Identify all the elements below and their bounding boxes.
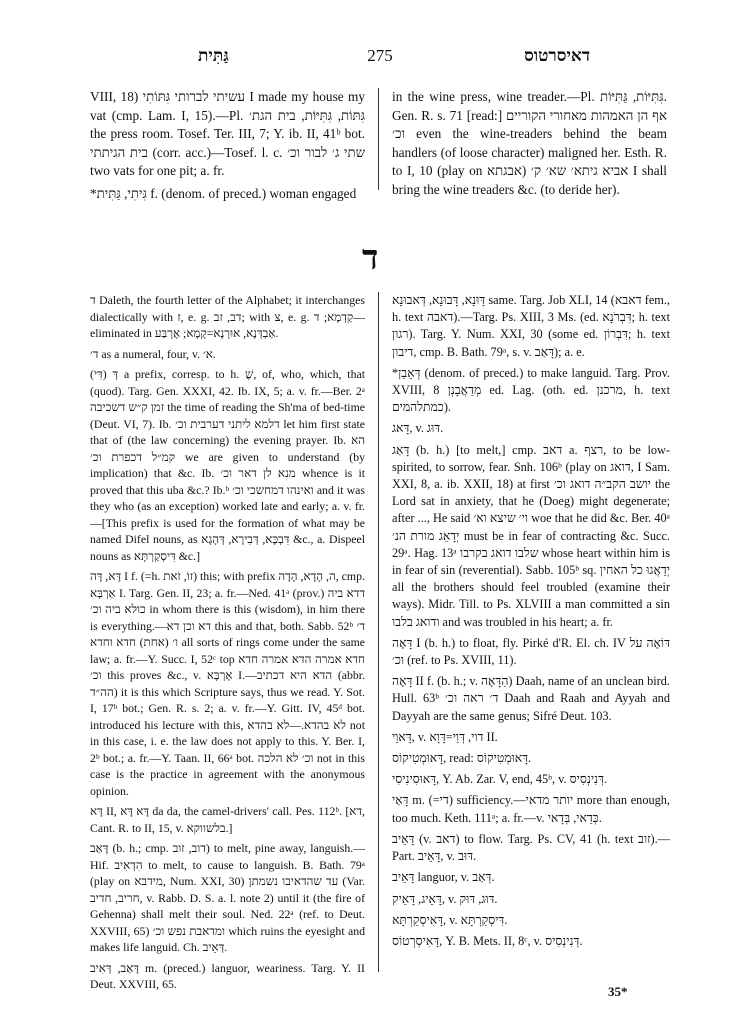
column-divider-top — [378, 88, 379, 190]
entry: דָּאֵיג, דָּאֵיק, v. דּוּג, דּוּק. — [392, 891, 498, 906]
entry: *דְּאֵבַן (denom. of preced.) to make languid. Targ. Prov. XVIII, 8 מְדַאֲבָנְן ed. Lag. (oth. ed. מרכנן, h. text כמתלהמים). — [392, 365, 671, 415]
entry: ד Daleth, the fourth letter of the Alphabet; it interchanges dialectically with ז, e. g. דב, זב; with צ, e. g. קַדְמָא; ד—eliminated in אַבְדְּנָא, אוּרְנָא=קָמָא; אֶרְבַּע. — [90, 293, 365, 340]
signature-mark: 35* — [608, 984, 628, 999]
page-number: 275 — [367, 46, 393, 65]
entry: דָּא II, דָּא דָּא da da, the camel-drivers' call. Pes. 112ᵇ. [דא, Cant. R. to II, 15, v. בלשווקא.] — [90, 804, 365, 835]
entry: (דִּי) דְּ a prefix, corresp. to h. שֶׁ, of, who, which, that (quod). Targ. Gen. XXXI, 42. Ib. IX, 5; a. v. fr.—Ber. 2ᵃ זמן ק״ש דשכיבה the time of reading the Sh'ma of bed-time (Deut. VI, 7). Ib. דלמא ליתני דערבית וכ׳ let him first state that of (the law concerning) the evening prayer. Ib. הא קמ״ל דכפרת וכ׳ we are given to understand (by implication) that &c. Ib. מנא לן דאר וכ׳ whence is it proved that this uba &c.? Ib.ᵇ ואינהו דמחשכי וכ׳ and it was they who (as an exception) worked late and early; a. v. fr.—[This prefix is used for the formation of what may be named Difel nouns, as דִּבְכָּא, דְּבִירָא, דְּהָגָא &c., a. Dispeel nouns as דִּיסְקַרְתָּא &c.] — [90, 367, 365, 563]
entry: דָּאג, v. דּוּג. — [392, 421, 444, 436]
header-left-word: גַּתִּית — [198, 46, 229, 65]
entry: דָּאַב, דְּאִיב m. (preced.) languor, weariness. Targ. Y. II Deut. XXVIII, 65. — [90, 960, 365, 991]
section-letter: ד — [362, 240, 379, 277]
entry: דָּאִיסְרְטוֹס, Y. B. Mets. II, 8ᶜ, v. דְּנִינְסִיס. — [392, 933, 583, 948]
entry: דָּאוֵי, v. דוי, דְּוֵי=דָּוָא II. — [392, 729, 498, 744]
paragraph: VIII, 18) עשיתי לברותי גִּתּוֹתִי I made my house my vat (cmp. Lam. I, 15).—Pl. גִּתּוֹת, גִּתִּיּוֹת, בית הגת׳ the press room. Tosef. Ter. III, 7; Y. ib. II, 41ᵇ bot. בית הגיתתי (corr. acc.)—Tosef. l. c. שתי ג׳ לבור וכ׳ two vats for one pit; a. fr. — [90, 89, 365, 179]
entry: דָּאַב (b. h.; cmp. דוב, זוב) to melt, pine away, languish.—Hif. הִדְאִיב to melt, to cause to languish. B. Bath. 79ᵃ (play on מידבא, Num. XXI, 30) עד שהדאיבו נשמתן (Var. חריב, חדיב, v. Rabb. D. S. a. l. note 2) until it (the fire of Gehenna) shall melt their soul. Ned. 22ᵃ (ref. to Deut. XXVIII, 65) ומדאבת נפש וכ׳ which ruins the eyesight and makes life languid. Ch. דְּאֵיב. — [90, 841, 366, 954]
top-left-column — [90, 88, 365, 208]
bottom-left-column — [90, 292, 365, 997]
entry: דָּוּנָא, דָּבוּנָא, דְּאבוּנָא same. Targ. Job XLI, 14 (דאבא fem., h. text דאבה).—Targ. Ps. XIII, 3 Ms. (ed. דִּבְרֹנָא; h. text רגון). Targ. Y. Num. XXI, 30 (some ed. דִּבְרוֹן; h. text דיבון, cmp. B. Bath. 79ᵃ, s. v. דָּאַב); a. e. — [392, 293, 670, 359]
header-right-word: דאיסרטוס — [524, 46, 590, 65]
entry: ד׳ as a numeral, four, v. א׳. — [90, 346, 216, 361]
entry: דָּאָה II f. (b. h.; v. הַדָּאָה) Daah, name of an unclean bird. Hull. 63ᵇ ד׳ ראה וכ׳ Daah and Raah and Ayyah and Dayyah are the same genus; Sifré Deut. 103. — [392, 674, 670, 723]
entry: דָּאַג (b. h.) [to melt,] cmp. דאב a. רצף, to be low-spirited, to sorrow, fear. Snh. 106ᵇ (play on דואג, I Sam. XXI, 8, a. ib. XXII, 18) at first יושב הקב״ה דואג וכ׳ the Lord sat in anxiety, that he (Doeg) might degenerate; after ..., He said וי׳ שיצא וא׳ woe that he did &c. Ber. 40ᵃ יְדָאֵג מורת הנ׳ must be in fear of contracting &c. Succ. 29ᵃ. Hag. 13ᵃ שלבו דואג בקרבו whose heart within him is in fear of sin (reverential). Sabb. 105ᵇ sq. יְדַאֲגוּ כל האחין all the brothers should feel troubled (examine their ways). Midr. Till. to Ps. XLVIII a man committed a sin ודואג בלבו and was troubled in his heart; a. fr. — [392, 442, 671, 629]
entry: דָּאוּמְטִיקוֹס, read: דָּאוּמְטִיקוֹס. — [392, 751, 532, 766]
column-divider-bottom — [378, 292, 379, 972]
bottom-right-column — [392, 292, 670, 954]
entry: דָּאוּסִינִיסִי, Y. Ab. Zar. V, end, 45ᵇ, v. דְּנִינְסִיס. — [392, 772, 608, 787]
entry: דָּא, דָּה I f. (=h. זוֹ, זֹאת) this; with prefix ה, הָדָא, הָדָה, cmp. אַרְבָּא I. Targ. Gen. II, 23; a. fr.—Ned. 41ᵃ (prov.) דדא ביה כולא ביה וכ׳ in whom there is this (wisdom), in him there is everything.—דא וכן דא this and that, both. Sabb. 52ᵇ ד׳ ו׳ (אחת) חדא וחדא all sorts of rings come under the same law; a. fr.—Y. Succ. I, 52ᶜ top חדא אמרה הדא אמרה חדא וכ׳ this proves &c., v. אָרְבָּא I.—הדא היא דכתיב (abbr. הה״ד) it is this which Scripture says, thus we read. Y. Sot. I, 17ᵇ bot.; Gen. R. s. 2; a. v. fr.—Y. Gitt. IV, 45ᵈ bot. introduced his lecture with this, לא בהדא.—לא בהדא not in this case, i. e. the law does not apply to this. Y. Ber. I, 2ᵇ bot.; a. fr.—Y. Taan. II, 66ᵃ bot. וכ׳ לא הלכה not in this case is the practice in agreement with the anonymous opinion. — [90, 569, 366, 798]
page-header — [60, 46, 700, 72]
paragraph: in the wine press, wine treader.—Pl. גִּתִּיּוֹת, גַּתִּיּוֹת. Gen. R. s. 71 [read:] אף הן האמהות מאחורי הקוריים וכ׳ even the wine-treaders behind the beam handlers (of loose character) maligned her. Esth. R. to I, 10 (play on אבגתא) אביא גיתא׳ שא׳ ק׳ I shall bring the wine treaders &c. (to deride her). — [392, 89, 667, 197]
entry: דָּאִיסְקַרְתָּא, v. דִּיסְקַרְתָּא. — [392, 912, 508, 927]
top-right-column — [392, 88, 667, 204]
paragraph: *גִּיתִי, גַּתִּית f. (denom. of preced.) woman engaged — [90, 185, 357, 201]
entry: דָּאֵיב (v. דאב) to flow. Targ. Ps. CV, 41 (h. text זוב).—Part. דָּאֵיב, v. דּוּב. — [392, 831, 670, 864]
entry: דָּאַי m. (=די) sufficiency.—יותר מדאי more than enough, too much. Keth. 111ᵃ; a. fr.—v. כְּדַאי, בְּדָאי. — [392, 793, 670, 825]
entry: דָּאֵיב languor, v. דְּאַב. — [392, 870, 495, 885]
entry: דָּאָה I (b. h.) to float, fly. Pirké d'R. El. ch. IV דּוֹאָה על וכ׳ (ref. to Ps. XVIII, 11). — [392, 635, 670, 668]
